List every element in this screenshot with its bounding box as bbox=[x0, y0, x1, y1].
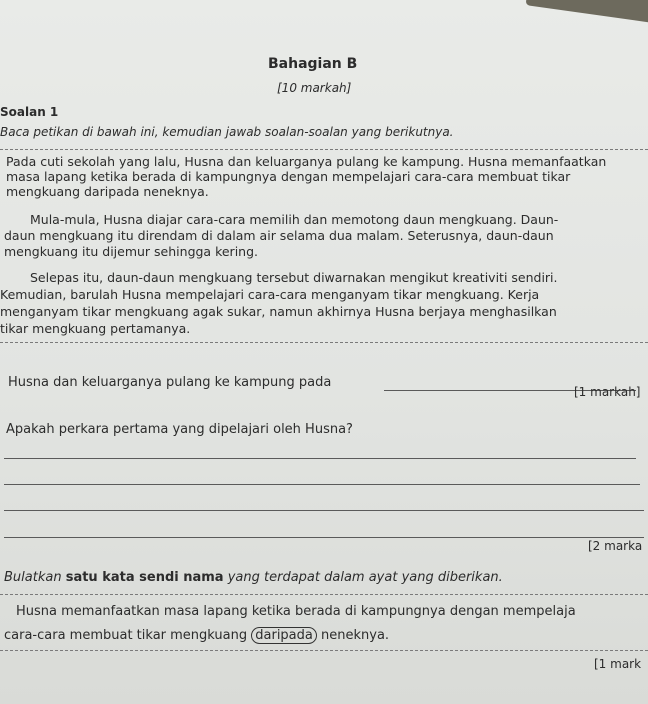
instruction-text: Baca petikan di bawah ini, kemudian jawab soalan-soalan yang berikutnya. bbox=[0, 125, 454, 139]
question-label: Soalan 1 bbox=[0, 105, 59, 119]
section-title: Bahagian B bbox=[268, 56, 358, 72]
passage-line: tikar mengkuang pertamanya. bbox=[0, 321, 191, 336]
answer-line[interactable] bbox=[4, 458, 636, 459]
instruction-pre: Bulatkan bbox=[4, 570, 66, 585]
passage-line: Pada cuti sekolah yang lalu, Husna dan keluarganya pulang ke kampung. Husna memanfaatkan bbox=[6, 154, 607, 169]
answer-line[interactable] bbox=[4, 537, 644, 538]
passage-line: Kemudian, barulah Husna mempelajari cara-cara menganyam tikar mengkuang. Kerja bbox=[0, 287, 540, 302]
question-c-sentence-2 bbox=[4, 628, 389, 644]
question-c-marks: [1 mark bbox=[594, 657, 642, 671]
question-c-instruction bbox=[4, 570, 503, 586]
section-marks: [10 markah] bbox=[277, 81, 352, 95]
question-a-marks: [1 markah] bbox=[574, 385, 641, 399]
divider-line bbox=[0, 342, 648, 343]
question-c-sentence: Husna memanfaatkan masa lapang ketika berada di kampungnya dengan mempelaja bbox=[16, 604, 576, 619]
divider-line bbox=[0, 594, 648, 595]
answer-line[interactable] bbox=[4, 510, 644, 511]
sentence-pre: cara-cara membuat tikar mengkuang bbox=[4, 628, 252, 643]
instruction-post: yang terdapat dalam ayat yang diberikan. bbox=[223, 570, 503, 585]
passage-line: mengkuang daripada neneknya. bbox=[6, 184, 209, 199]
circled-answer[interactable]: daripada bbox=[251, 627, 317, 644]
question-a-text: Husna dan keluarganya pulang ke kampung pada bbox=[8, 375, 332, 390]
question-b-marks: [2 marka bbox=[588, 539, 643, 553]
passage-line: menganyam tikar mengkuang agak sukar, namun akhirnya Husna berjaya menghasilkan bbox=[0, 304, 557, 319]
sentence-post: neneknya. bbox=[316, 628, 390, 643]
passage-line: daun mengkuang itu direndam di dalam air selama dua malam. Seterusnya, daun-daun bbox=[4, 228, 554, 243]
instruction-emphasis: satu kata sendi nama bbox=[65, 570, 224, 585]
passage-line: Mula-mula, Husna diajar cara-cara memilih dan memotong daun mengkuang. Daun- bbox=[30, 212, 559, 227]
paper-corner-shadow bbox=[526, 0, 648, 25]
answer-line[interactable] bbox=[4, 484, 640, 485]
passage-line: masa lapang ketika berada di kampungnya dengan mempelajari cara-cara membuat tikar bbox=[6, 169, 571, 184]
question-b-text: Apakah perkara pertama yang dipelajari oleh Husna? bbox=[6, 422, 353, 437]
passage-line: mengkuang itu dijemur sehingga kering. bbox=[4, 244, 258, 259]
divider-line bbox=[0, 149, 648, 150]
passage-line: Selepas itu, daun-daun mengkuang tersebut diwarnakan mengikut kreativiti sendiri. bbox=[30, 270, 558, 285]
divider-line bbox=[0, 650, 648, 651]
